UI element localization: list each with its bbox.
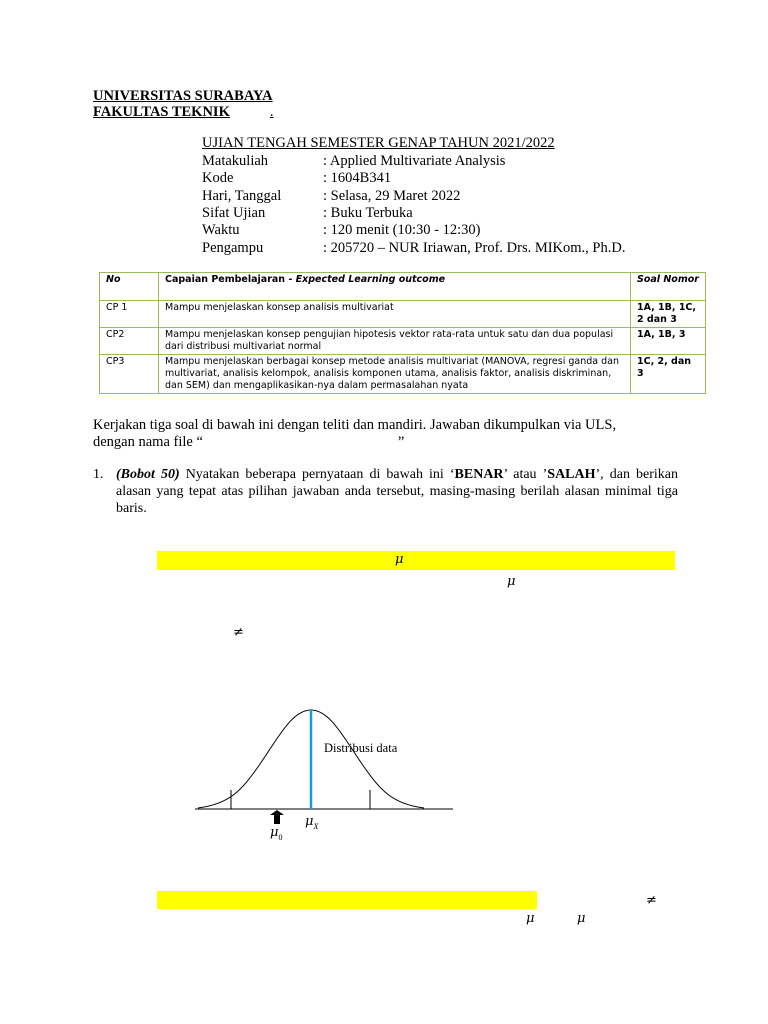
instructions-line2: dengan nama file “ ”: [93, 434, 405, 450]
instructions-line1: Kerjakan tiga soal di bawah ini dengan teliti dan mandiri. Jawaban dikumpulkan via ULS,: [93, 417, 617, 433]
question-number: 1.: [93, 467, 104, 482]
highlight-statement-b: [157, 891, 537, 909]
distribution-figure: [190, 700, 460, 850]
mu-0-label: $\mu_0$: [270, 825, 283, 843]
row-no: CP 1: [100, 301, 159, 328]
header-soal: Soal Nomor: [631, 273, 706, 301]
instructions: [93, 417, 683, 451]
mu-symbol: μ: [395, 552, 404, 567]
faculty-name: FAKULTAS TEKNIK .: [93, 104, 274, 120]
info-value-time: : 120 menit (10:30 - 12:30): [323, 222, 481, 238]
question-text: (Bobot 50) Nyatakan beberapa pernyataan di bawah ini ‘BENAR’ atau ’SALAH’, dan berikan alasan yang tepat atas pilihan jawaban anda tersebut, masing-masing berilah alasan minimal tiga baris.: [116, 467, 679, 516]
not-equal-symbol: ≠: [233, 625, 244, 640]
info-label-date: Hari, Tanggal: [202, 188, 282, 204]
table-row: [100, 301, 706, 328]
table-row: [100, 328, 706, 355]
info-value-course: : Applied Multivariate Analysis: [323, 153, 506, 169]
mu-symbol: μ: [507, 574, 516, 589]
row-soal: 1A, 1B, 3: [631, 328, 706, 355]
row-desc: Mampu menjelaskan berbagai konsep metode analisis multivariat (MANOVA, regresi ganda dan multivariat, analisis kelompok, analisis komponen utama, analisis faktor, analisis diskriminan, dan SEM) dan mengaplikasikan-nya dalam permasalahan nyata: [159, 355, 631, 394]
info-value-code: : 1604B341: [323, 170, 392, 186]
exam-title: UJIAN TENGAH SEMESTER GENAP TAHUN 2021/2022: [202, 135, 555, 151]
highlight-statement-a: [157, 551, 675, 570]
row-desc: Mampu menjelaskan konsep pengujian hipotesis vektor rata-rata untuk satu dan dua populasi dari distribusi multivariat normal: [159, 328, 631, 355]
info-label-code: Kode: [202, 170, 234, 186]
table-header-row: [100, 273, 706, 301]
row-soal: 1A, 1B, 1C, 2 dan 3: [631, 301, 706, 328]
university-name: UNIVERSITAS SURABAYA: [93, 88, 273, 104]
learning-outcome-table: [99, 272, 706, 394]
info-value-lecturer: : 205720 – NUR Iriawan, Prof. Drs. MIKom., Ph.D.: [323, 240, 626, 256]
header-no: No: [100, 273, 159, 301]
row-no: CP2: [100, 328, 159, 355]
question-1: [93, 466, 678, 517]
mu-x-label: $\mu_X$: [305, 814, 319, 832]
row-soal: 1C, 2, dan 3: [631, 355, 706, 394]
info-value-type: : Buku Terbuka: [323, 205, 413, 221]
info-label-type: Sifat Ujian: [202, 205, 266, 221]
header-cp: Capaian Pembelajaran - Expected Learning outcome: [159, 273, 631, 301]
not-equal-symbol: ≠: [646, 893, 657, 908]
info-label-time: Waktu: [202, 222, 240, 238]
info-value-date: : Selasa, 29 Maret 2022: [323, 188, 461, 204]
info-label-lecturer: Pengampu: [202, 240, 264, 256]
row-desc: Mampu menjelaskan konsep analisis multivariat: [159, 301, 631, 328]
distribution-label: Distribusi data: [324, 741, 398, 755]
mu-symbol: μ: [577, 911, 586, 926]
info-label-course: Matakuliah: [202, 153, 269, 169]
table-row: [100, 355, 706, 394]
up-arrow-icon: [270, 810, 284, 824]
mu-symbol: μ: [526, 911, 535, 926]
row-no: CP3: [100, 355, 159, 394]
